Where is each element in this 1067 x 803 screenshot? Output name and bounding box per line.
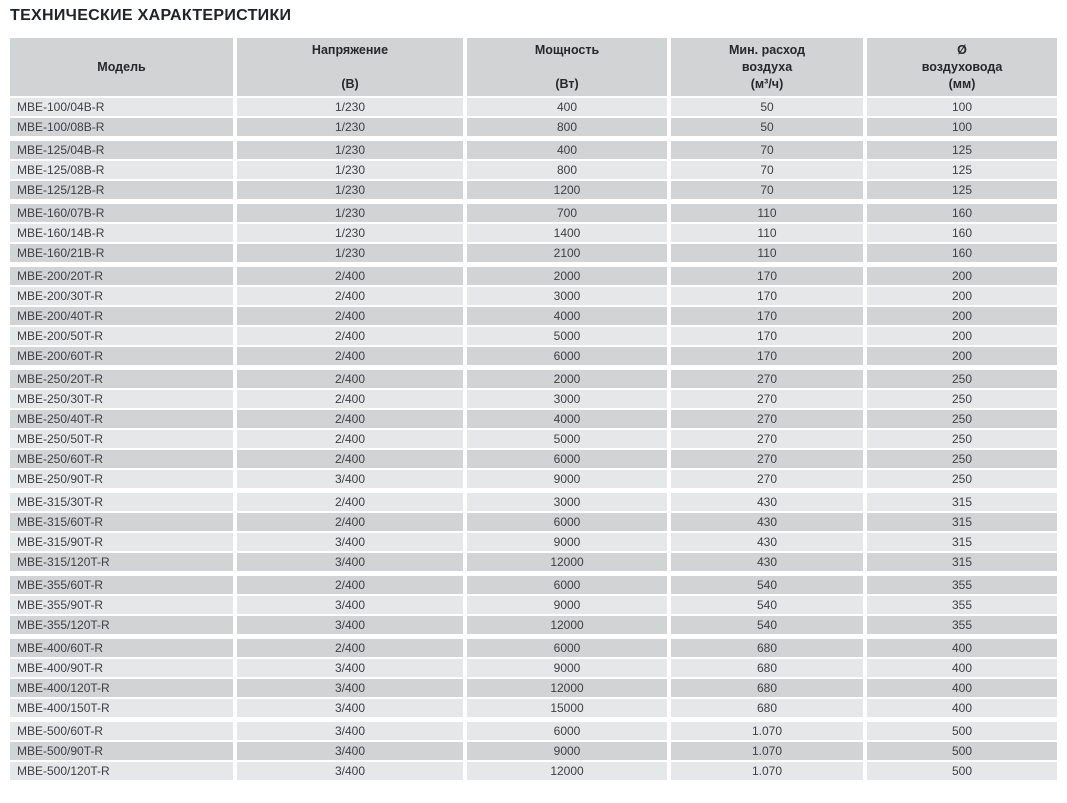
cell-airflow: 1.070 <box>671 762 863 780</box>
cell-voltage: 2/400 <box>237 410 463 428</box>
cell-airflow: 110 <box>671 204 863 222</box>
column-header-line: Ø <box>957 42 967 57</box>
cell-model: MBE-100/08B-R <box>10 118 233 136</box>
model-group-6 <box>10 493 1057 571</box>
cell-voltage: 2/400 <box>237 267 463 285</box>
cell-model: MBE-160/07B-R <box>10 204 233 222</box>
cell-diameter: 160 <box>867 244 1057 262</box>
cell-voltage: 1/230 <box>237 224 463 242</box>
cell-airflow: 430 <box>671 513 863 531</box>
cell-airflow: 680 <box>671 679 863 697</box>
column-header-line: Мин. расход <box>728 42 805 57</box>
cell-power: 9000 <box>467 596 667 614</box>
column-header-line: (Вт) <box>555 76 579 91</box>
cell-power: 2000 <box>467 370 667 388</box>
cell-power: 5000 <box>467 430 667 448</box>
column-header-diameter <box>867 38 1057 96</box>
cell-model: MBE-125/04B-R <box>10 141 233 159</box>
cell-diameter: 355 <box>867 616 1057 634</box>
column-header-voltage <box>237 38 463 96</box>
cell-diameter: 400 <box>867 679 1057 697</box>
cell-power: 6000 <box>467 450 667 468</box>
cell-voltage: 2/400 <box>237 347 463 365</box>
table-row <box>10 722 1057 740</box>
table-row <box>10 98 1057 116</box>
cell-model: MBE-250/60T-R <box>10 450 233 468</box>
model-group-8 <box>10 639 1057 717</box>
cell-model: MBE-250/40T-R <box>10 410 233 428</box>
cell-power: 3000 <box>467 493 667 511</box>
cell-model: MBE-315/30T-R <box>10 493 233 511</box>
table-row <box>10 430 1057 448</box>
column-header-line: Мощность <box>534 42 600 57</box>
cell-diameter: 160 <box>867 224 1057 242</box>
cell-airflow: 70 <box>671 161 863 179</box>
cell-power: 400 <box>467 141 667 159</box>
cell-power: 9000 <box>467 470 667 488</box>
cell-model: MBE-400/90T-R <box>10 659 233 677</box>
cell-diameter: 200 <box>867 347 1057 365</box>
table-row <box>10 327 1057 345</box>
cell-model: MBE-200/60T-R <box>10 347 233 365</box>
cell-model: MBE-200/30T-R <box>10 287 233 305</box>
cell-model: MBE-200/40T-R <box>10 307 233 325</box>
cell-voltage: 2/400 <box>237 639 463 657</box>
cell-model: MBE-125/12B-R <box>10 181 233 199</box>
cell-model: MBE-160/21B-R <box>10 244 233 262</box>
cell-diameter: 355 <box>867 576 1057 594</box>
cell-airflow: 110 <box>671 244 863 262</box>
cell-model: MBE-250/20T-R <box>10 370 233 388</box>
cell-voltage: 3/400 <box>237 596 463 614</box>
cell-diameter: 100 <box>867 118 1057 136</box>
column-header-line: (В) <box>341 76 359 91</box>
cell-airflow: 170 <box>671 287 863 305</box>
cell-airflow: 50 <box>671 98 863 116</box>
cell-model: MBE-500/60T-R <box>10 722 233 740</box>
cell-diameter: 315 <box>867 513 1057 531</box>
cell-diameter: 400 <box>867 659 1057 677</box>
cell-power: 3000 <box>467 287 667 305</box>
table-row <box>10 699 1057 717</box>
cell-airflow: 430 <box>671 553 863 571</box>
cell-model: MBE-250/50T-R <box>10 430 233 448</box>
cell-voltage: 1/230 <box>237 204 463 222</box>
table-row <box>10 161 1057 179</box>
table-row <box>10 390 1057 408</box>
cell-power: 800 <box>467 161 667 179</box>
column-header-airflow <box>671 38 863 96</box>
column-header-line: воздуха <box>741 59 793 74</box>
cell-diameter: 355 <box>867 596 1057 614</box>
cell-diameter: 125 <box>867 181 1057 199</box>
cell-power: 15000 <box>467 699 667 717</box>
cell-power: 9000 <box>467 659 667 677</box>
table-row <box>10 118 1057 136</box>
cell-model: MBE-315/120T-R <box>10 553 233 571</box>
cell-power: 800 <box>467 118 667 136</box>
cell-voltage: 3/400 <box>237 742 463 760</box>
table-row <box>10 576 1057 594</box>
cell-diameter: 200 <box>867 267 1057 285</box>
cell-model: MBE-400/150T-R <box>10 699 233 717</box>
cell-airflow: 270 <box>671 390 863 408</box>
cell-diameter: 200 <box>867 287 1057 305</box>
cell-airflow: 680 <box>671 639 863 657</box>
cell-airflow: 70 <box>671 141 863 159</box>
table-row <box>10 659 1057 677</box>
cell-airflow: 170 <box>671 327 863 345</box>
cell-airflow: 540 <box>671 576 863 594</box>
cell-model: MBE-100/04B-R <box>10 98 233 116</box>
table-row <box>10 410 1057 428</box>
cell-airflow: 270 <box>671 430 863 448</box>
cell-voltage: 2/400 <box>237 327 463 345</box>
column-header-line: (мм) <box>948 76 976 91</box>
cell-model: MBE-200/20T-R <box>10 267 233 285</box>
table-row <box>10 762 1057 780</box>
table-row <box>10 307 1057 325</box>
cell-model: MBE-355/120T-R <box>10 616 233 634</box>
cell-diameter: 500 <box>867 722 1057 740</box>
cell-power: 1400 <box>467 224 667 242</box>
cell-airflow: 270 <box>671 450 863 468</box>
table-row <box>10 470 1057 488</box>
cell-voltage: 2/400 <box>237 430 463 448</box>
cell-diameter: 250 <box>867 450 1057 468</box>
cell-airflow: 540 <box>671 596 863 614</box>
cell-power: 6000 <box>467 513 667 531</box>
cell-voltage: 1/230 <box>237 141 463 159</box>
table-row <box>10 679 1057 697</box>
cell-diameter: 500 <box>867 742 1057 760</box>
cell-power: 2100 <box>467 244 667 262</box>
model-group-5 <box>10 370 1057 488</box>
column-header-model <box>10 38 233 96</box>
cell-voltage: 2/400 <box>237 287 463 305</box>
cell-diameter: 125 <box>867 141 1057 159</box>
cell-voltage: 3/400 <box>237 470 463 488</box>
cell-voltage: 1/230 <box>237 161 463 179</box>
table-row <box>10 204 1057 222</box>
cell-airflow: 170 <box>671 267 863 285</box>
cell-airflow: 540 <box>671 616 863 634</box>
cell-power: 12000 <box>467 762 667 780</box>
cell-airflow: 270 <box>671 410 863 428</box>
cell-voltage: 1/230 <box>237 118 463 136</box>
table-row <box>10 287 1057 305</box>
cell-power: 6000 <box>467 722 667 740</box>
table-row <box>10 596 1057 614</box>
cell-power: 12000 <box>467 679 667 697</box>
cell-diameter: 200 <box>867 327 1057 345</box>
cell-voltage: 2/400 <box>237 390 463 408</box>
cell-airflow: 170 <box>671 347 863 365</box>
cell-diameter: 250 <box>867 370 1057 388</box>
cell-power: 3000 <box>467 390 667 408</box>
cell-voltage: 3/400 <box>237 616 463 634</box>
cell-model: MBE-315/90T-R <box>10 533 233 551</box>
cell-model: MBE-400/60T-R <box>10 639 233 657</box>
cell-diameter: 250 <box>867 430 1057 448</box>
table-row <box>10 347 1057 365</box>
cell-airflow: 50 <box>671 118 863 136</box>
table-row <box>10 616 1057 634</box>
cell-voltage: 2/400 <box>237 493 463 511</box>
model-group-4 <box>10 267 1057 365</box>
cell-airflow: 680 <box>671 699 863 717</box>
cell-model: MBE-355/90T-R <box>10 596 233 614</box>
cell-diameter: 250 <box>867 410 1057 428</box>
cell-airflow: 170 <box>671 307 863 325</box>
cell-model: MBE-315/60T-R <box>10 513 233 531</box>
table-row <box>10 181 1057 199</box>
cell-model: MBE-500/120T-R <box>10 762 233 780</box>
cell-power: 1200 <box>467 181 667 199</box>
column-header-line: Модель <box>97 59 146 74</box>
model-group-3 <box>10 204 1057 262</box>
cell-power: 12000 <box>467 553 667 571</box>
cell-power: 6000 <box>467 576 667 594</box>
table-row <box>10 513 1057 531</box>
cell-model: MBE-500/90T-R <box>10 742 233 760</box>
cell-diameter: 400 <box>867 699 1057 717</box>
table-body <box>10 98 1057 780</box>
cell-airflow: 270 <box>671 470 863 488</box>
cell-power: 9000 <box>467 533 667 551</box>
cell-voltage: 2/400 <box>237 450 463 468</box>
table-row <box>10 533 1057 551</box>
cell-diameter: 250 <box>867 470 1057 488</box>
cell-voltage: 3/400 <box>237 762 463 780</box>
table-row <box>10 370 1057 388</box>
cell-voltage: 3/400 <box>237 699 463 717</box>
cell-airflow: 110 <box>671 224 863 242</box>
table-row <box>10 553 1057 571</box>
table-row <box>10 493 1057 511</box>
column-header-line: воздуховода <box>921 59 1003 74</box>
cell-voltage: 2/400 <box>237 576 463 594</box>
cell-power: 6000 <box>467 347 667 365</box>
cell-model: MBE-200/50T-R <box>10 327 233 345</box>
cell-power: 6000 <box>467 639 667 657</box>
cell-power: 400 <box>467 98 667 116</box>
cell-diameter: 500 <box>867 762 1057 780</box>
cell-diameter: 315 <box>867 553 1057 571</box>
model-group-1 <box>10 98 1057 136</box>
model-group-2 <box>10 141 1057 199</box>
table-row <box>10 224 1057 242</box>
cell-diameter: 400 <box>867 639 1057 657</box>
cell-power: 9000 <box>467 742 667 760</box>
cell-power: 12000 <box>467 616 667 634</box>
cell-voltage: 3/400 <box>237 679 463 697</box>
cell-diameter: 125 <box>867 161 1057 179</box>
cell-diameter: 250 <box>867 390 1057 408</box>
cell-diameter: 315 <box>867 533 1057 551</box>
cell-voltage: 3/400 <box>237 722 463 740</box>
page-title: ТЕХНИЧЕСКИЕ ХАРАКТЕРИСТИКИ <box>10 7 292 24</box>
model-group-7 <box>10 576 1057 634</box>
table-row <box>10 267 1057 285</box>
cell-voltage: 3/400 <box>237 553 463 571</box>
cell-model: MBE-160/14B-R <box>10 224 233 242</box>
cell-diameter: 100 <box>867 98 1057 116</box>
cell-voltage: 3/400 <box>237 659 463 677</box>
cell-power: 4000 <box>467 307 667 325</box>
cell-airflow: 1.070 <box>671 722 863 740</box>
table-row <box>10 450 1057 468</box>
cell-voltage: 1/230 <box>237 244 463 262</box>
cell-voltage: 2/400 <box>237 513 463 531</box>
cell-model: MBE-250/90T-R <box>10 470 233 488</box>
cell-airflow: 680 <box>671 659 863 677</box>
cell-airflow: 270 <box>671 370 863 388</box>
cell-voltage: 1/230 <box>237 98 463 116</box>
cell-diameter: 160 <box>867 204 1057 222</box>
table-row <box>10 742 1057 760</box>
cell-model: MBE-125/08B-R <box>10 161 233 179</box>
cell-voltage: 2/400 <box>237 307 463 325</box>
table-row <box>10 141 1057 159</box>
table-row <box>10 244 1057 262</box>
cell-voltage: 3/400 <box>237 533 463 551</box>
table-row <box>10 639 1057 657</box>
cell-airflow: 1.070 <box>671 742 863 760</box>
cell-voltage: 2/400 <box>237 370 463 388</box>
cell-power: 2000 <box>467 267 667 285</box>
column-header-power <box>467 38 667 96</box>
cell-airflow: 430 <box>671 533 863 551</box>
spec-table <box>10 38 1057 780</box>
cell-airflow: 430 <box>671 493 863 511</box>
model-group-9 <box>10 722 1057 780</box>
cell-model: MBE-400/120T-R <box>10 679 233 697</box>
column-header-line: (м³/ч) <box>750 76 784 91</box>
cell-model: MBE-250/30T-R <box>10 390 233 408</box>
cell-model: MBE-355/60T-R <box>10 576 233 594</box>
cell-power: 4000 <box>467 410 667 428</box>
cell-power: 700 <box>467 204 667 222</box>
cell-voltage: 1/230 <box>237 181 463 199</box>
cell-diameter: 315 <box>867 493 1057 511</box>
cell-power: 5000 <box>467 327 667 345</box>
table-header-row <box>10 38 1057 96</box>
cell-diameter: 200 <box>867 307 1057 325</box>
cell-airflow: 70 <box>671 181 863 199</box>
column-header-line: Напряжение <box>311 42 389 57</box>
